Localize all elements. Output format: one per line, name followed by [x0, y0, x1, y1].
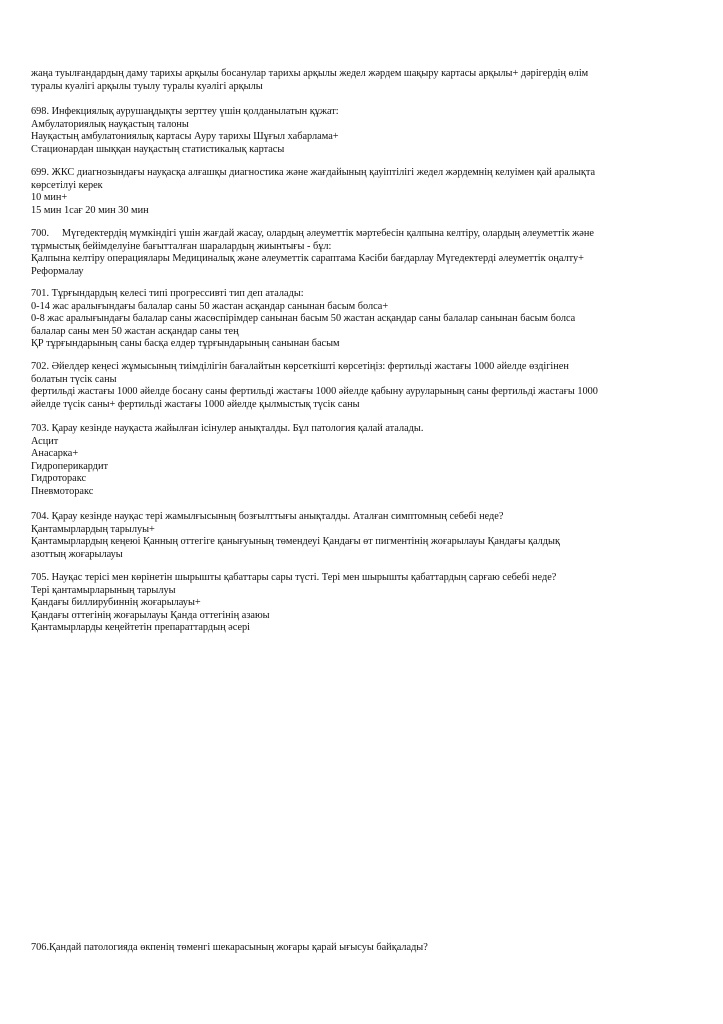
question-text: болатын түсік саны [31, 373, 117, 385]
question-700 [31, 228, 671, 278]
answer-option: Стационардан шыққан науқастың статистикалық картасы [31, 143, 285, 155]
answer-option: Пневмоторакс [31, 485, 94, 497]
question-702 [31, 361, 671, 411]
question-text: 699. ЖКС диагнозындағы науқасқа алғашқы диагностика және жағдайының қауіптілігі жедел жәрдемнің келуімен қай аралықта [31, 167, 596, 178]
answer-option: Қантамырларды кеңейтетін препараттардың әсері [31, 622, 251, 634]
answer-option: фертильді жастағы 1000 әйелде босану саны фертильді жастағы 1000 әйелде қабыну ауруларының саны фертильді жастағы 1000 [31, 386, 598, 398]
question-699 [31, 167, 671, 217]
answer-option: 0-14 жас аралығындағы балалар саны 50 жастан асқандар санынан басым болса+ [31, 300, 389, 312]
question-text: 701. Тұрғындардың келесі типі прогрессивті тип деп аталады: [31, 288, 304, 299]
question-701 [31, 288, 671, 351]
answer-option: 0-8 жас аралығындағы балалар саны жасөспірімдер санынан басым 50 жастан асқандар саны балалар санынан басым болса [31, 313, 576, 325]
answer-option: Тері қантамырларының тарылуы [31, 584, 176, 596]
question-text: 703. Қарау кезінде науқаста жайылған ісінулер анықталды. Бұл патология қалай аталады. [31, 423, 424, 434]
text-line: туралы куәлігі арқылы туылу туралы куәлігі арқылы [31, 80, 263, 92]
question-text: көрсетілуі керек [31, 179, 103, 191]
answer-option: Қандағы оттегінің жоғарылауы Қанда оттегінің азаюы [31, 609, 270, 621]
answer-option: 15 мин 1сағ 20 мин 30 мин [31, 204, 149, 216]
intro-block [31, 68, 671, 93]
answer-option: Гидроперикардит [31, 460, 109, 472]
question-text: 706.Қандай патологияда өкпенің төменгі шекарасының жоғары қарай ығысуы байқалады? [31, 942, 428, 953]
answer-option: балалар саны мен 50 жастан асқандар саны тең [31, 325, 239, 337]
answer-option: әйелде түсік саны+ фертильді жастағы 1000 әйелде қылмыстық түсік саны [31, 398, 360, 410]
answer-option: азоттың жоғарылауы [31, 548, 123, 560]
question-text: 700. Мүгедектердің мүмкіндігі үшін жағдай жасау, олардың әлеуметтік мәртебесін қалпына келтіру, олардың әлеуметтік және [31, 228, 594, 239]
answer-option: Науқастың амбулатониялық картасы Ауру тарихы Шұғыл хабарлама+ [31, 131, 339, 143]
answer-option: Реформалау [31, 265, 84, 277]
answer-option: Қантамырлардың тарылуы+ [31, 523, 155, 535]
answer-option: Асцит [31, 435, 59, 447]
answer-option: Қандағы биллирубиннің жоғарылауы+ [31, 597, 201, 609]
question-706 [31, 942, 671, 955]
answer-option: Амбулаториялық науқастың талоны [31, 118, 189, 130]
question-703 [31, 423, 671, 499]
question-text: 702. Әйелдер кеңесі жұмысының тиімділігін бағалайтын көрсеткішті көрсетіңіз: фертильді жастағы 1000 әйелде өздігінен [31, 361, 569, 372]
answer-option: Қалпына келтіру операциялары Медициналық және әлеуметтік сараптама Кәсіби бағдарлау Мүгедектерді әлеуметтік оңалту+ [31, 253, 584, 265]
question-text: 704. Қарау кезінде науқас тері жамылғысының бозғылттығы анықталды. Аталған симптомның себебі неде? [31, 511, 504, 522]
question-text: 705. Науқас терісі мен көрінетін шырышты қабаттары сары түсті. Тері мен шырышты қабаттардың сарғаю себебі неде? [31, 572, 557, 583]
text-line: жаңа туылғандардың даму тарихы арқылы босанулар тарихы арқылы жедел жәрдем шақыру картасы арқылы+ дәрігердің өлім [31, 68, 589, 79]
answer-option: 10 мин+ [31, 192, 68, 204]
question-text: тұрмыстық бейімделуіне бағытталған шаралардың жиынтығы - бұл: [31, 240, 332, 252]
answer-option: Анасарка+ [31, 448, 79, 460]
answer-option: Гидроторакс [31, 473, 87, 485]
question-704 [31, 511, 671, 561]
question-698 [31, 106, 671, 156]
answer-option: Қантамырлардың кеңеюі Қанның оттегіге қанығуының төмендеуі Қандағы өт пигментінің жоғарылауы Қандағы қалдық [31, 536, 560, 548]
answer-option: ҚР тұрғындарының саны басқа елдер тұрғындарының санынан басым [31, 338, 340, 350]
question-705 [31, 572, 671, 635]
question-text: 698. Инфекциялық аурушаңдықты зерттеу үшін қолданылатын құжат: [31, 106, 339, 117]
